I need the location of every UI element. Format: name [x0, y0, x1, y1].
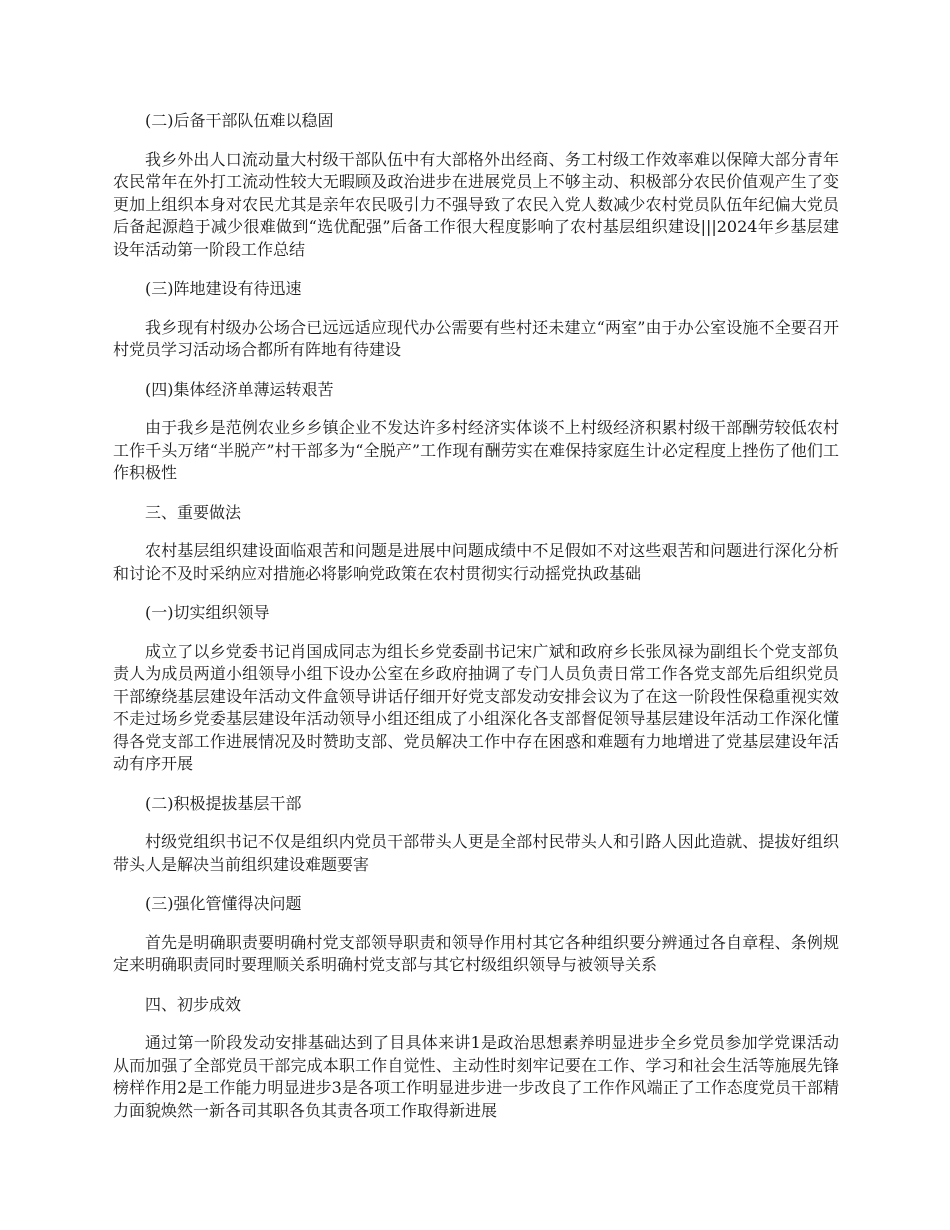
section-heading: (二)积极提拔基层干部: [145, 793, 302, 813]
body-paragraph: 我乡外出人口流动量大村级干部队伍中有大部格外出经商、务工村级工作效率难以保障大部分青年农民常年在外打工流动性较大无暇顾及政治进步在进展党员上不够主动、积极部分农民价值观产生了变更加上组织本身对农民尤其是亲年农民吸引力不强导致了农民入党人数减少农村党员队伍年纪偏大党员后备起源趋于减少很难做到“选优配强”后备工作很大程度影响了农村基层组织建设|||2024年乡基层建设年活动第一阶段工作总结: [113, 149, 839, 259]
section-heading: 四、初步成效: [145, 994, 242, 1014]
section-heading: 三、重要做法: [145, 502, 242, 522]
body-paragraph: 我乡现有村级办公场合已远远适应现代办公需要有些村还未建立“两室”由于办公室设施不全要召开村党员学习活动场合都所有阵地有待建设: [113, 317, 839, 359]
body-paragraph: 由于我乡是范例农业乡乡镇企业不发达许多村经济实体谈不上村级经济积累村级干部酬劳较低农村工作千头万绪“半脱产”村干部多为“全脱产”工作现有酬劳实在难保持家庭生计必定程度上挫伤了他们工作积极性: [113, 418, 839, 482]
section-heading: (一)切实组织领导: [145, 603, 270, 622]
section-heading: (三)阵地建设有待迅速: [145, 279, 302, 298]
section-heading: (二)后备干部队伍难以稳固: [145, 111, 334, 130]
document-page: [113, 110, 839, 1139]
body-paragraph: 通过第一阶段发动安排基础达到了目具体来讲1是政治思想素养明显进步全乡党员参加学党课活动从而加强了全部党员干部完成本职工作自觉性、主动性时刻牢记要在工作、学习和社会生活等施展先锋榜样作用2是工作能力明显进步3是各项工作明显进步进一步改良了工作作风端正了工作态度党员干部精力面貌焕然一新各司其职各负其责各项工作取得新进展: [113, 1033, 839, 1120]
body-paragraph: 农村基层组织建设面临艰苦和问题是进展中问题成绩中不足假如不对这些艰苦和问题进行深化分析和讨论不及时采纳应对措施必将影响党政策在农村贯彻实行动摇党执政基础: [113, 541, 839, 583]
body-paragraph: 成立了以乡党委书记肖国成同志为组长乡党委副书记宋广斌和政府乡长张凤禄为副组长个党支部负责人为成员两道小组领导小组下设办公室在乡政府抽调了专门人员负责日常工作各党支部先后组织党员干部缭绕基层建设年活动文件盒领导讲话仔细开好党支部发动安排会议为了在这一阶段性保稳重视实效不走过场乡党委基层建设年活动领导小组还组成了小组深化各支部督促领导基层建设年活动工作深化懂得各党支部工作进展情况及时赞助支部、党员解决工作中存在困惑和难题有力地增进了党基层建设年活动有序开展: [113, 641, 839, 773]
section-heading: (三)强化管懂得决问题: [145, 894, 302, 913]
body-paragraph: 首先是明确职责要明确村党支部领导职责和领导作用村其它各种组织要分辨通过各自章程、条例规定来明确职责同时要理顺关系明确村党支部与其它村级组织领导与被领导关系: [113, 932, 839, 974]
section-heading: (四)集体经济单薄运转艰苦: [145, 379, 334, 399]
body-paragraph: 村级党组织书记不仅是组织内党员干部带头人更是全部村民带头人和引路人因此造就、提拔好组织带头人是解决当前组织建设难题要害: [113, 832, 839, 874]
